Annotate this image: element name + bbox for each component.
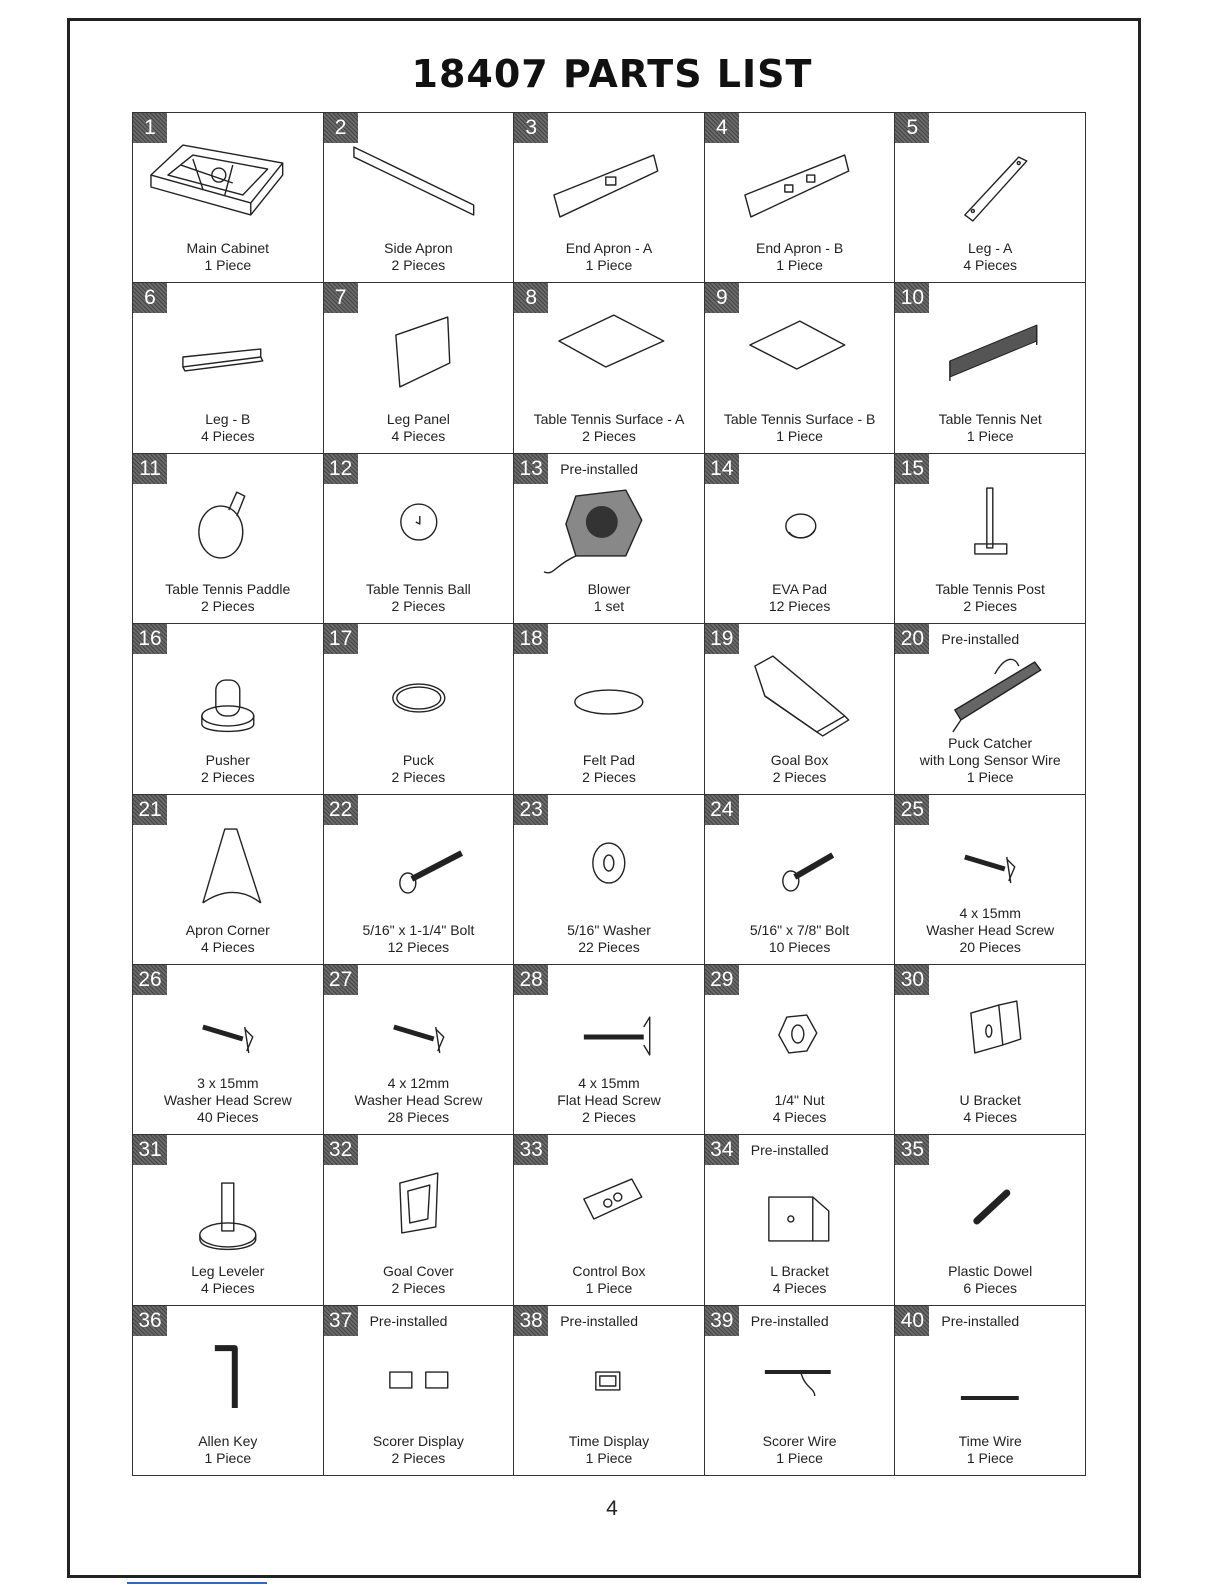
part-quantity: 4 Pieces: [200, 427, 255, 444]
part-name-line2: Flat Head Screw: [557, 1092, 661, 1109]
part-number-badge: 33: [514, 1135, 548, 1165]
part-cell: [514, 283, 705, 453]
preinstalled-note: Pre-installed: [560, 1312, 639, 1329]
part-number-badge: 40: [895, 1306, 929, 1336]
part-cell: [705, 965, 896, 1135]
part-cell: [705, 1135, 896, 1305]
part-name: Leg Leveler: [191, 1262, 265, 1279]
tennis-net-icon: [895, 305, 1085, 411]
part-cell: [324, 283, 515, 453]
part-number-badge: 15: [895, 454, 929, 484]
preinstalled-note: Pre-installed: [560, 460, 639, 477]
leg-panel-icon: [324, 305, 514, 411]
part-label: [133, 922, 323, 956]
part-label: [514, 240, 704, 274]
part-number-badge: 28: [514, 965, 548, 995]
part-quantity: 2 Pieces: [391, 598, 446, 615]
part-cell: [895, 1135, 1086, 1305]
part-number-badge: 39: [705, 1306, 739, 1336]
ball-icon: [324, 476, 514, 582]
part-label: [705, 752, 895, 786]
part-quantity: 2 Pieces: [772, 768, 827, 785]
part-number-badge: 35: [895, 1135, 929, 1165]
part-quantity: 1 Piece: [204, 257, 252, 274]
preinstalled-note: Pre-installed: [750, 1142, 829, 1159]
part-label: [133, 752, 323, 786]
part-cell: [324, 795, 515, 965]
part-number-badge: 32: [324, 1135, 358, 1165]
part-quantity: 4 Pieces: [963, 1109, 1018, 1126]
part-quantity: 22 Pieces: [578, 938, 640, 955]
parts-grid: [132, 112, 1086, 1476]
part-cell: [514, 113, 705, 283]
part-name: U Bracket: [959, 1092, 1021, 1109]
part-name-line2: Washer Head Screw: [926, 921, 1055, 938]
part-cell: [324, 965, 515, 1135]
part-name: EVA Pad: [772, 581, 828, 598]
pusher-icon: [133, 646, 323, 752]
part-quantity: 12 Pieces: [387, 938, 450, 955]
part-name: 1/4" Nut: [774, 1092, 825, 1109]
part-name: Table Tennis Surface - A: [533, 410, 685, 427]
part-number-badge: 21: [133, 795, 167, 825]
part-label: [133, 1433, 323, 1467]
part-number-badge: 16: [133, 624, 167, 654]
part-cell: [324, 454, 515, 624]
part-label: [324, 240, 514, 274]
part-label: [514, 752, 704, 786]
preinstalled-note: Pre-installed: [941, 1312, 1020, 1329]
part-name: Control Box: [572, 1262, 646, 1279]
part-label: [324, 411, 514, 445]
part-label: [514, 411, 704, 445]
part-label: [895, 1263, 1085, 1297]
part-number-badge: 38: [514, 1306, 548, 1336]
leg-leveler-icon: [133, 1157, 323, 1263]
part-name: End Apron - A: [565, 240, 653, 257]
part-name: Time Display: [568, 1433, 650, 1449]
part-cell: [133, 795, 324, 965]
part-number-badge: 5: [895, 113, 929, 143]
part-name: Allen Key: [198, 1433, 258, 1449]
part-number-badge: 27: [324, 965, 358, 995]
part-cell: [705, 454, 896, 624]
part-name: Table Tennis Ball: [365, 581, 471, 598]
part-name: Side Apron: [384, 240, 453, 257]
part-name: Leg - B: [205, 410, 251, 427]
part-number-badge: 14: [705, 454, 739, 484]
part-quantity: 2 Pieces: [391, 1450, 446, 1466]
part-name: Goal Cover: [382, 1262, 454, 1279]
part-quantity: 20 Pieces: [959, 938, 1021, 955]
part-name: 4 x 12mm: [387, 1075, 450, 1092]
page-title: 18407 PARTS LIST: [411, 52, 813, 96]
part-cell: [514, 795, 705, 965]
part-name: Goal Box: [770, 751, 829, 768]
part-label: [133, 1075, 323, 1126]
part-number-badge: 18: [514, 624, 548, 654]
part-number-badge: 24: [705, 795, 739, 825]
part-number-badge: 8: [514, 283, 548, 313]
part-name-line2: with Long Sensor Wire: [919, 751, 1061, 768]
part-quantity: 1 Piece: [204, 1450, 252, 1466]
part-number-badge: 22: [324, 795, 358, 825]
part-name: Puck: [402, 751, 434, 768]
part-quantity: 2 Pieces: [200, 598, 255, 615]
end-apron-b-icon: [705, 135, 895, 241]
part-label: [514, 1075, 704, 1126]
part-cell: [324, 1135, 515, 1305]
part-cell: [324, 624, 515, 794]
part-name: 3 x 15mm: [197, 1075, 259, 1092]
part-name: 5/16" x 7/8" Bolt: [749, 921, 850, 938]
allen-key-icon: [133, 1328, 323, 1434]
part-label: [705, 581, 895, 615]
part-cell: [895, 1306, 1086, 1476]
part-label: [705, 411, 895, 445]
part-quantity: 4 Pieces: [200, 938, 255, 955]
part-quantity: 4 Pieces: [772, 1279, 827, 1296]
part-cell: [895, 454, 1086, 624]
scorer-wire-icon: [705, 1328, 895, 1434]
part-name: Scorer Wire: [762, 1433, 837, 1449]
part-number-badge: 25: [895, 795, 929, 825]
eva-pad-icon: [705, 476, 895, 582]
part-cell: [895, 113, 1086, 283]
part-cell: [514, 965, 705, 1135]
part-number-badge: 23: [514, 795, 548, 825]
part-name: 5/16" x 1-1/4" Bolt: [362, 921, 475, 938]
part-number-badge: 19: [705, 624, 739, 654]
part-name: Blower: [587, 581, 631, 598]
part-label: [895, 905, 1085, 956]
side-apron-icon: [324, 135, 514, 241]
part-quantity: 1 set: [593, 598, 625, 615]
part-name: Puck Catcher: [948, 734, 1033, 751]
part-name: Table Tennis Net: [938, 410, 1042, 427]
part-name: Pusher: [205, 751, 250, 768]
part-number-badge: 1: [133, 113, 167, 143]
part-number-badge: 29: [705, 965, 739, 995]
part-number-badge: 36: [133, 1306, 167, 1336]
part-number-badge: 20: [895, 624, 929, 654]
main-cabinet-icon: [133, 135, 323, 241]
preinstalled-note: Pre-installed: [369, 1312, 448, 1329]
part-name: End Apron - B: [756, 240, 844, 257]
leg-a-icon: [895, 135, 1085, 241]
part-quantity: 2 Pieces: [963, 598, 1018, 615]
time-display-icon: [514, 1328, 704, 1434]
part-quantity: 2 Pieces: [200, 768, 255, 785]
part-quantity: 1 Piece: [585, 257, 633, 274]
part-quantity: 4 Pieces: [963, 257, 1018, 274]
control-box-icon: [514, 1157, 704, 1263]
part-cell: [705, 113, 896, 283]
part-name: Main Cabinet: [186, 240, 270, 257]
part-quantity: 1 Piece: [966, 768, 1014, 785]
page-number: 4: [606, 1497, 618, 1520]
part-cell: [324, 1306, 515, 1476]
part-quantity: 2 Pieces: [391, 768, 446, 785]
part-quantity: 4 Pieces: [772, 1109, 827, 1126]
part-label: [895, 1433, 1085, 1467]
part-name: Plastic Dowel: [948, 1262, 1033, 1279]
part-cell: [133, 113, 324, 283]
part-label: [895, 411, 1085, 445]
bolt-short-icon: [705, 817, 895, 923]
part-quantity: 1 Piece: [585, 1450, 633, 1466]
part-label: [895, 1092, 1085, 1126]
part-name-line2: Washer Head Screw: [163, 1092, 292, 1109]
tennis-surface-b-icon: [705, 305, 895, 411]
part-number-badge: 37: [324, 1306, 358, 1336]
part-quantity: 4 Pieces: [200, 1279, 255, 1296]
u-bracket-icon: [895, 987, 1085, 1093]
part-name: Leg - A: [968, 240, 1013, 257]
part-label: [324, 922, 514, 956]
tennis-post-icon: [895, 476, 1085, 582]
part-name: 4 x 15mm: [959, 904, 1021, 921]
bolt-long-icon: [324, 817, 514, 923]
apron-corner-icon: [133, 817, 323, 923]
part-cell: [324, 113, 515, 283]
part-name: Scorer Display: [372, 1433, 464, 1449]
part-cell: [133, 1135, 324, 1305]
puck-icon: [324, 646, 514, 752]
scorer-display-icon: [324, 1328, 514, 1434]
part-name-line2: Washer Head Screw: [354, 1092, 483, 1109]
part-label: [514, 1263, 704, 1297]
part-cell: [133, 1306, 324, 1476]
part-label: [324, 1433, 514, 1467]
part-quantity: 1 Piece: [966, 1450, 1014, 1466]
part-label: [895, 735, 1085, 786]
part-label: [133, 1263, 323, 1297]
part-label: [324, 1263, 514, 1297]
part-cell: [514, 454, 705, 624]
tennis-surface-a-icon: [514, 305, 704, 411]
part-name: Leg Panel: [386, 410, 450, 427]
part-cell: [133, 283, 324, 453]
part-label: [133, 411, 323, 445]
part-cell: [133, 454, 324, 624]
part-quantity: 2 Pieces: [582, 1109, 636, 1126]
part-number-badge: 26: [133, 965, 167, 995]
part-label: [324, 752, 514, 786]
part-label: [705, 922, 895, 956]
part-name: Table Tennis Surface - B: [723, 410, 876, 427]
part-number-badge: 13: [514, 454, 548, 484]
part-cell: [705, 624, 896, 794]
part-label: [705, 1433, 895, 1467]
part-label: [514, 1433, 704, 1467]
part-quantity: 1 Piece: [776, 1450, 823, 1466]
part-number-badge: 17: [324, 624, 358, 654]
washer-icon: [514, 817, 704, 923]
part-number-badge: 34: [705, 1135, 739, 1165]
blower-icon: [514, 476, 704, 582]
goal-cover-icon: [324, 1157, 514, 1263]
part-cell: [705, 795, 896, 965]
part-cell: [705, 283, 896, 453]
part-number-badge: 31: [133, 1135, 167, 1165]
part-label: [324, 1075, 514, 1126]
part-number-badge: 2: [324, 113, 358, 143]
part-label: [895, 240, 1085, 274]
part-cell: [705, 1306, 896, 1476]
part-name: Table Tennis Post: [935, 581, 1045, 598]
part-label: [324, 581, 514, 615]
leg-b-icon: [133, 305, 323, 411]
part-quantity: 1 Piece: [966, 427, 1014, 444]
part-label: [705, 1263, 895, 1297]
part-quantity: 1 Piece: [776, 427, 823, 444]
preinstalled-note: Pre-installed: [750, 1312, 829, 1329]
part-label: [705, 240, 895, 274]
part-number-badge: 11: [133, 454, 167, 484]
part-label: [514, 581, 704, 615]
part-cell: [133, 965, 324, 1135]
part-cell: [895, 965, 1086, 1135]
part-quantity: 2 Pieces: [391, 1279, 446, 1296]
part-quantity: 4 Pieces: [391, 427, 446, 444]
dowel-icon: [895, 1157, 1085, 1263]
part-quantity: 28 Pieces: [387, 1109, 450, 1126]
part-name: Table Tennis Paddle: [165, 581, 291, 598]
part-cell: [514, 624, 705, 794]
l-bracket-icon: [705, 1157, 895, 1263]
part-number-badge: 9: [705, 283, 739, 313]
part-name: Time Wire: [958, 1433, 1022, 1449]
part-name: Apron Corner: [185, 921, 270, 938]
part-label: [133, 581, 323, 615]
felt-pad-icon: [514, 646, 704, 752]
goal-box-icon: [705, 646, 895, 752]
part-cell: [895, 795, 1086, 965]
part-name: 5/16" Washer: [567, 921, 651, 938]
part-name: Felt Pad: [582, 751, 636, 768]
part-name: L Bracket: [770, 1262, 829, 1279]
part-label: [705, 1092, 895, 1126]
part-quantity: 6 Pieces: [963, 1279, 1018, 1296]
part-quantity: 1 Piece: [776, 257, 823, 274]
part-label: [895, 581, 1085, 615]
part-cell: [514, 1306, 705, 1476]
part-number-badge: 10: [895, 283, 929, 313]
part-quantity: 2 Pieces: [391, 257, 446, 274]
part-number-badge: 12: [324, 454, 358, 484]
part-cell: [895, 283, 1086, 453]
part-number-badge: 30: [895, 965, 929, 995]
part-number-badge: 3: [514, 113, 548, 143]
part-number-badge: 7: [324, 283, 358, 313]
part-cell: [514, 1135, 705, 1305]
end-apron-a-icon: [514, 135, 704, 241]
part-cell: [133, 624, 324, 794]
paddle-icon: [133, 476, 323, 582]
part-name: 4 x 15mm: [578, 1075, 640, 1092]
part-number-badge: 6: [133, 283, 167, 313]
nut-icon: [705, 987, 895, 1093]
part-cell: [895, 624, 1086, 794]
part-quantity: 2 Pieces: [582, 768, 636, 785]
part-label: [133, 240, 323, 274]
time-wire-icon: [895, 1328, 1085, 1434]
part-quantity: 1 Piece: [585, 1279, 633, 1296]
part-label: [514, 922, 704, 956]
preinstalled-note: Pre-installed: [941, 631, 1020, 648]
part-quantity: 12 Pieces: [768, 598, 831, 615]
part-quantity: 10 Pieces: [768, 938, 831, 955]
part-number-badge: 4: [705, 113, 739, 143]
part-quantity: 40 Pieces: [197, 1109, 259, 1126]
part-quantity: 2 Pieces: [582, 427, 636, 444]
